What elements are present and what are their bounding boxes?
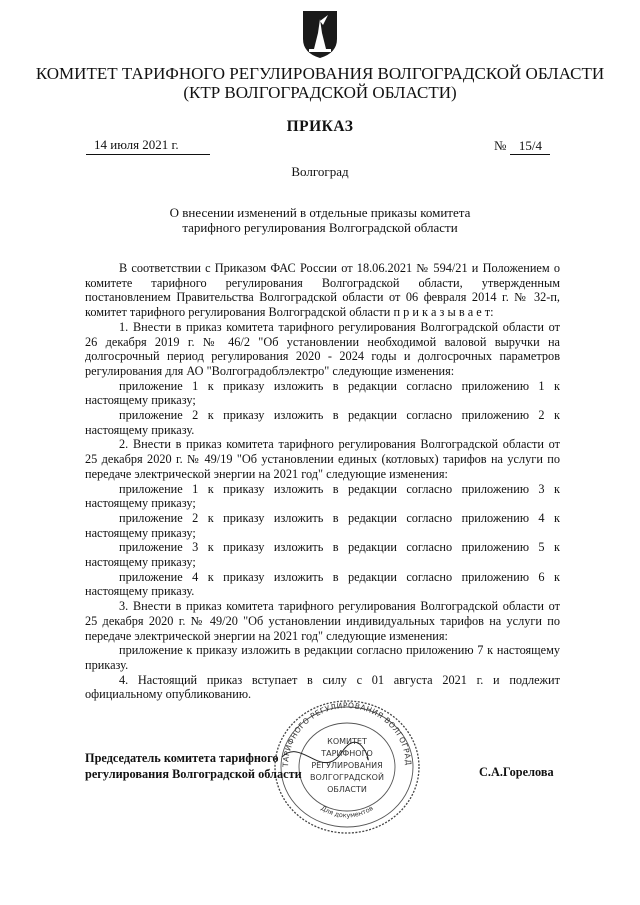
organization-abbreviation: (КТР ВОЛГОГРАДСКОЙ ОБЛАСТИ) bbox=[183, 83, 457, 102]
organization-name: КОМИТЕТ ТАРИФНОГО РЕГУЛИРОВАНИЯ ВОЛГОГРАДСКОЙ ОБЛАСТИ bbox=[35, 64, 605, 83]
document-date: 14 июля 2021 г. bbox=[86, 137, 210, 155]
paragraph: приложение 1 к приказу изложить в редакции согласно приложению 1 к настоящему приказу; bbox=[85, 378, 560, 408]
position-line: регулирования Волгоградской области bbox=[85, 767, 302, 781]
stamp-bottom-text: Для документов bbox=[319, 804, 375, 820]
stamp-inner-text: РЕГУЛИРОВАНИЯ bbox=[311, 761, 383, 770]
document-subject bbox=[150, 205, 490, 235]
paragraph: приложение 3 к приказу изложить в редакции согласно приложению 5 к настоящему приказу; bbox=[85, 540, 560, 570]
paragraph: 3. Внести в приказ комитета тарифного регулирования Волгоградской области от 25 декабря 2020 г. № 49/20 "Об установлении индивидуальных тарифов на услуги по передаче электрической энергии на 2021 год" следующие изменения: bbox=[85, 599, 560, 643]
stamp-inner-text: ОБЛАСТИ bbox=[327, 785, 367, 794]
number-value: 15/4 bbox=[510, 138, 550, 155]
paragraph: 1. Внести в приказ комитета тарифного регулирования Волгоградской области от 26 декабря 2019 г. № 46/2 "Об установлении необходимой валовой выручки на долгосрочный период регулирования 2020 - 2024 годы и долгосрочных параметров регулирования для АО "Волгоградоблэлектро" следующие изменения: bbox=[85, 319, 560, 378]
stamp-inner-text: КОМИТЕТ bbox=[327, 737, 367, 746]
number-label: № bbox=[494, 138, 507, 153]
stamp-ring-text: ТАРИФНОГО РЕГУЛИРОВАНИЯ ВОЛГОГРАД bbox=[280, 700, 414, 768]
paragraph: приложение 2 к приказу изложить в редакции согласно приложению 2 к настоящему приказу. bbox=[85, 408, 560, 437]
paragraph: 4. Настоящий приказ вступает в силу с 01 августа 2021 г. и подлежит официальному опубликованию. bbox=[85, 672, 560, 702]
signatory-name: С.А.Горелова bbox=[479, 765, 554, 779]
paragraph: приложение к приказу изложить в редакции согласно приложению 7 к настоящему приказу. bbox=[85, 643, 560, 672]
paragraph: В соответствии с Приказом ФАС России от 18.06.2021 № 594/21 и Положением о комитете тарифного регулирования Волгоградской области, утвержденным постановлением Правительства Волгоградской области от 06 февраля 2014 г. № 32-п, комитет тарифного регулирования Волгоградской области п р и к а з ы в а е т: bbox=[85, 261, 560, 320]
document-body bbox=[85, 261, 560, 702]
paragraph: приложение 4 к приказу изложить в редакции согласно приложению 6 к настоящему приказу. bbox=[85, 569, 560, 599]
paragraph: 2. Внести в приказ комитета тарифного регулирования Волгоградской области от 25 декабря 2020 г. № 49/19 "Об установлении единых (котловых) тарифов на услуги по передаче электрической энергии на 2021 год" следующие изменения: bbox=[85, 437, 560, 481]
subject-line: О внесении изменений в отдельные приказы комитета bbox=[169, 205, 471, 220]
volgograd-emblem-icon bbox=[301, 9, 339, 59]
stamp-inner-text: ТАРИФНОГО bbox=[321, 749, 373, 758]
document-number bbox=[494, 138, 550, 155]
svg-text:Для документов bbox=[319, 804, 374, 820]
document-city: Волгоград bbox=[291, 164, 349, 179]
document-type: ПРИКАЗ bbox=[286, 118, 354, 135]
paragraph: приложение 2 к приказу изложить в редакции согласно приложению 4 к настоящему приказу; bbox=[85, 510, 560, 540]
stamp-inner-text: ВОЛГОГРАДСКОЙ bbox=[310, 773, 384, 782]
paragraph: приложение 1 к приказу изложить в редакции согласно приложению 3 к настоящему приказу; bbox=[85, 481, 560, 511]
position-line: Председатель комитета тарифного bbox=[85, 751, 279, 765]
signatory-position bbox=[85, 750, 302, 782]
subject-line: тарифного регулирования Волгоградской области bbox=[182, 220, 458, 235]
